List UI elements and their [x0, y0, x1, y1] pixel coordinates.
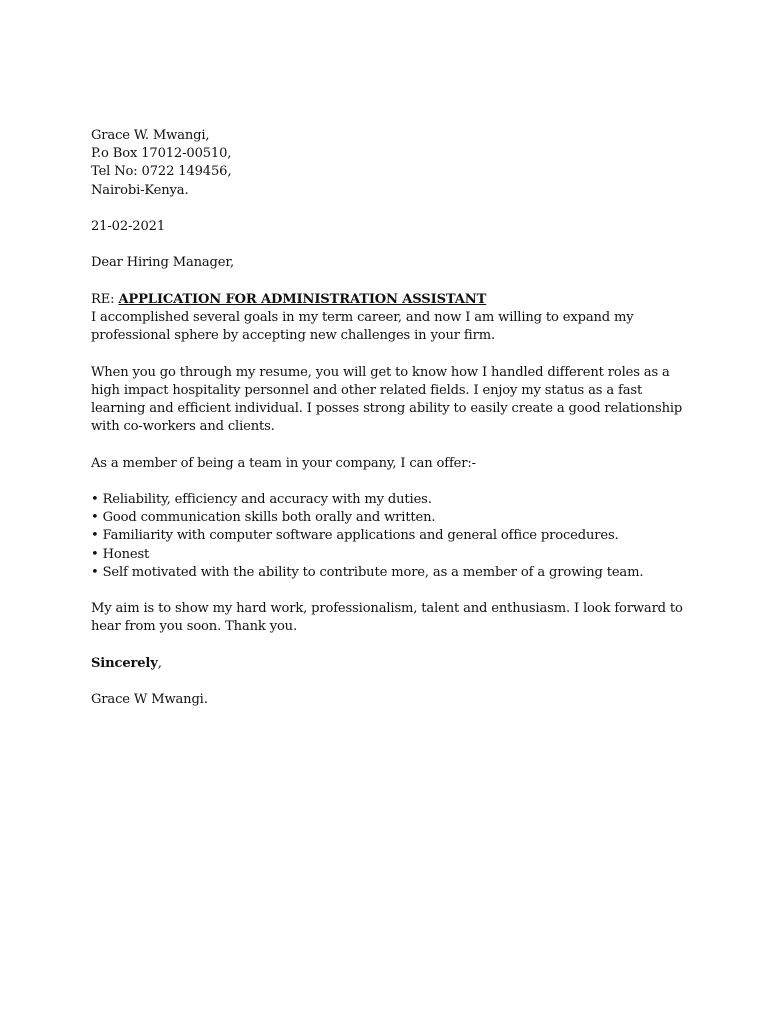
spacer [91, 436, 691, 454]
spacer [91, 473, 691, 491]
sender-phone: Tel No: 0722 149456, [91, 164, 232, 180]
paragraph-line: professional sphere by accepting new challenges in your firm. [91, 328, 495, 344]
intro-paragraph [91, 309, 691, 345]
sender-city: Nairobi-Kenya. [91, 182, 189, 198]
cover-letter [91, 127, 691, 709]
spacer [91, 200, 691, 218]
paragraph-line: high impact hospitality personnel and other related fields. I enjoy my status as a fast [91, 382, 643, 398]
paragraph-line: learning and efficient individual. I posses strong ability to easily create a good relationship [91, 400, 683, 416]
paragraph-line: My aim is to show my hard work, professionalism, talent and enthusiasm. I look forward to [91, 601, 683, 617]
sender-address: P.o Box 17012-00510, [91, 146, 232, 162]
closing-paragraph [91, 600, 691, 636]
paragraph-line: hear from you soon. Thank you. [91, 619, 297, 635]
signature-name: Grace W Mwangi. [91, 692, 208, 708]
paragraph-line: with co-workers and clients. [91, 419, 275, 435]
paragraph-line: When you go through my resume, you will get to know how I handled different roles as a [91, 364, 670, 380]
spacer [91, 273, 691, 291]
spacer [91, 236, 691, 254]
list-item: • Good communication skills both orally and written. [91, 510, 436, 526]
spacer [91, 673, 691, 691]
list-item: • Honest [91, 546, 150, 562]
resume-paragraph [91, 364, 691, 437]
offer-list [91, 491, 691, 582]
subject-title: APPLICATION FOR ADMINISTRATION ASSISTANT [118, 291, 487, 307]
spacer [91, 637, 691, 655]
subject-line [91, 291, 691, 309]
signoff-punct: , [157, 655, 162, 671]
subject-prefix: RE: [91, 291, 119, 307]
sender-block [91, 127, 691, 200]
list-item: • Self motivated with the ability to contribute more, as a member of a growing team. [91, 564, 644, 580]
letter-date: 21-02-2021 [91, 219, 165, 234]
signoff-word: Sincerely [91, 655, 158, 671]
list-item: • Familiarity with computer software applications and general office procedures. [91, 528, 619, 544]
paragraph-line: I accomplished several goals in my term career, and now I am willing to expand my [91, 309, 634, 325]
salutation: Dear Hiring Manager, [91, 255, 235, 271]
signoff [91, 655, 691, 673]
sender-name: Grace W. Mwangi, [91, 128, 210, 143]
spacer [91, 582, 691, 600]
list-item: • Reliability, efficiency and accuracy with my duties. [91, 491, 432, 507]
spacer [91, 345, 691, 363]
offer-intro: As a member of being a team in your company, I can offer:- [91, 455, 476, 471]
